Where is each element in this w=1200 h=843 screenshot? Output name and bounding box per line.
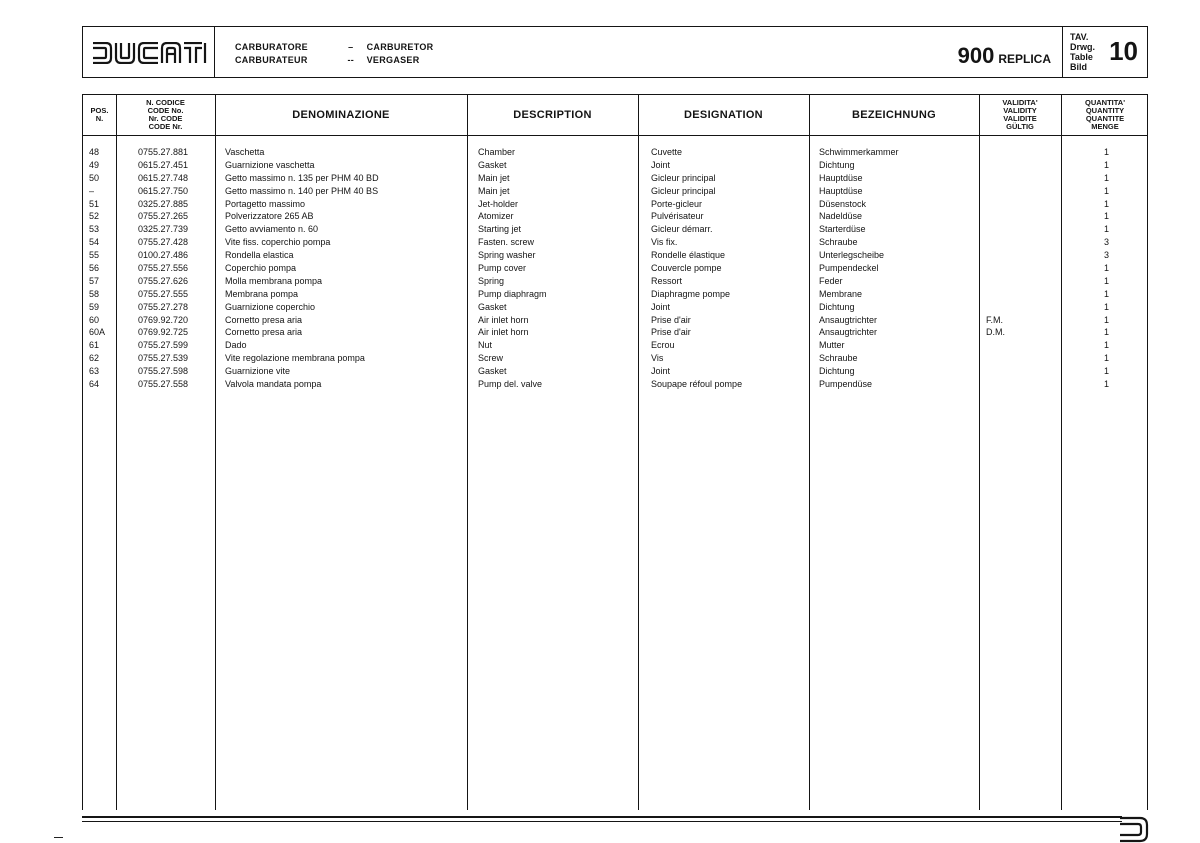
cell-pos: 62 bbox=[89, 353, 100, 364]
cell-description: Starting jet bbox=[478, 224, 522, 235]
parts-table bbox=[82, 94, 1148, 810]
cell-quantity: 1 bbox=[1104, 288, 1110, 299]
model-label bbox=[958, 43, 1051, 69]
cell-description: Fasten. screw bbox=[478, 237, 535, 248]
cell-description: Chamber bbox=[478, 147, 516, 157]
page-header bbox=[82, 26, 1148, 78]
table-row bbox=[83, 301, 1147, 314]
col-header-line: CODE Nr. bbox=[148, 122, 183, 131]
table-row bbox=[83, 314, 1147, 327]
col-header-validity bbox=[979, 95, 1061, 135]
cell-pos: 54 bbox=[89, 237, 100, 248]
col-header-code bbox=[116, 95, 215, 135]
cell-quantity: 1 bbox=[1104, 172, 1110, 183]
title-english: CARBURETOR bbox=[366, 42, 434, 52]
cell-pos: 60 bbox=[89, 314, 100, 325]
col-header-line: VALIDITA' bbox=[1002, 98, 1038, 107]
cell-description: Jet-holder bbox=[478, 198, 519, 209]
table-row bbox=[83, 365, 1147, 378]
table-row bbox=[83, 159, 1147, 172]
col-header-bezeichnung: BEZEICHNUNG bbox=[852, 109, 936, 121]
cell-code: 0755.27.598 bbox=[138, 366, 189, 377]
cell-denominazione: Dado bbox=[225, 340, 247, 351]
cell-pos: 58 bbox=[89, 288, 100, 299]
table-row bbox=[83, 210, 1147, 223]
cell-quantity: 1 bbox=[1104, 353, 1110, 364]
cell-pos: 60A bbox=[89, 327, 106, 338]
cell-bezeichnung: Unterlegscheibe bbox=[819, 250, 885, 261]
cell-code: 0615.27.748 bbox=[138, 172, 189, 183]
cell-bezeichnung: Dichtung bbox=[819, 301, 855, 312]
cell-bezeichnung: Düsenstock bbox=[819, 198, 867, 209]
col-header-line: POS. bbox=[90, 106, 109, 115]
cell-code: 0755.27.555 bbox=[138, 288, 189, 299]
cell-description: Nut bbox=[478, 340, 493, 351]
cell-pos: 48 bbox=[89, 147, 100, 157]
cell-pos: 50 bbox=[89, 172, 100, 183]
cell-designation: Prise d'air bbox=[651, 327, 691, 338]
cell-denominazione: Molla membrana pompa bbox=[225, 275, 323, 286]
table-row bbox=[83, 288, 1147, 301]
cell-bezeichnung: Feder bbox=[819, 275, 843, 286]
footer-rule bbox=[82, 816, 1122, 818]
footer-rule bbox=[82, 821, 1122, 822]
cell-designation: Ecrou bbox=[651, 340, 675, 351]
cell-designation: Joint bbox=[651, 366, 671, 377]
cell-denominazione: Guarnizione vite bbox=[225, 366, 291, 377]
cell-code: 0100.27.486 bbox=[138, 250, 189, 261]
cell-pos: 57 bbox=[89, 275, 100, 286]
table-number: 10 bbox=[1109, 36, 1138, 66]
brand-box bbox=[83, 27, 215, 77]
cell-designation: Cuvette bbox=[651, 147, 683, 157]
cell-code: 0615.27.451 bbox=[138, 159, 189, 170]
cell-denominazione: Getto avviamento n. 60 bbox=[225, 224, 319, 235]
cell-denominazione: Guarnizione coperchio bbox=[225, 301, 316, 312]
header-divider bbox=[83, 135, 1147, 136]
title-french: CARBURATEUR bbox=[235, 54, 308, 65]
drwg-label: Drwg. bbox=[1070, 42, 1096, 52]
cell-quantity: 3 bbox=[1104, 237, 1110, 248]
cell-bezeichnung: Ansaugtrichter bbox=[819, 327, 878, 338]
cell-quantity: 1 bbox=[1104, 198, 1110, 209]
cell-designation: Vis bbox=[651, 353, 664, 364]
cell-code: 0325.27.885 bbox=[138, 198, 189, 209]
cell-denominazione: Cornetto presa aria bbox=[225, 314, 303, 325]
col-header-line: QUANTITA' bbox=[1085, 98, 1125, 107]
cell-bezeichnung: Hauptdüse bbox=[819, 172, 863, 183]
col-header-description: DESCRIPTION bbox=[513, 109, 592, 121]
cell-denominazione: Vite fiss. coperchio pompa bbox=[225, 237, 331, 248]
table-row bbox=[83, 249, 1147, 262]
cell-designation: Diaphragme pompe bbox=[651, 288, 731, 299]
cell-denominazione: Guarnizione vaschetta bbox=[225, 159, 315, 170]
cell-description: Gasket bbox=[478, 159, 507, 170]
cell-quantity: 3 bbox=[1104, 250, 1110, 261]
cell-description: Spring bbox=[478, 275, 505, 286]
cell-description: Air inlet horn bbox=[478, 314, 529, 325]
cell-code: 0615.27.750 bbox=[138, 185, 189, 196]
cell-quantity: 1 bbox=[1104, 314, 1110, 325]
cell-quantity: 1 bbox=[1104, 275, 1110, 286]
cell-description: Gasket bbox=[478, 301, 507, 312]
title-italian: CARBURATORE bbox=[235, 42, 308, 52]
col-header-line: N. bbox=[95, 114, 104, 123]
cell-description: Main jet bbox=[478, 172, 510, 183]
table-row bbox=[83, 378, 1147, 391]
cell-quantity: 1 bbox=[1104, 327, 1110, 338]
cell-designation: Pulvérisateur bbox=[651, 211, 704, 222]
cell-designation: Soupape réfoul pompe bbox=[651, 379, 743, 390]
cell-code: 0755.27.556 bbox=[138, 263, 189, 274]
cell-denominazione: Portagetto massimo bbox=[225, 198, 306, 209]
cell-designation: Joint bbox=[651, 301, 671, 312]
cell-code: 0755.27.881 bbox=[138, 147, 189, 157]
cell-bezeichnung: Nadeldüse bbox=[819, 211, 863, 222]
cell-quantity: 1 bbox=[1104, 301, 1110, 312]
cell-code: 0755.27.558 bbox=[138, 379, 189, 390]
cell-designation: Ressort bbox=[651, 275, 683, 286]
cell-designation: Joint bbox=[651, 159, 671, 170]
col-header-line: MENGE bbox=[1091, 122, 1119, 131]
cell-bezeichnung: Starterdüse bbox=[819, 224, 866, 235]
tav-label: TAV. bbox=[1070, 32, 1089, 42]
col-header-line: GÜLTIG bbox=[1006, 122, 1034, 131]
cell-bezeichnung: Schraube bbox=[819, 237, 858, 248]
cell-quantity: 1 bbox=[1104, 147, 1110, 157]
cell-code: 0755.27.599 bbox=[138, 340, 189, 351]
table-row bbox=[83, 236, 1147, 249]
cell-bezeichnung: Pumpendeckel bbox=[819, 263, 879, 274]
table-row bbox=[83, 146, 1147, 159]
cell-designation: Prise d'air bbox=[651, 314, 691, 325]
cell-validity: D.M. bbox=[986, 327, 1005, 338]
cell-denominazione: Valvola mandata pompa bbox=[225, 379, 322, 390]
cell-description: Screw bbox=[478, 353, 504, 364]
cell-description: Pump cover bbox=[478, 263, 527, 274]
col-header-pos bbox=[83, 95, 116, 135]
cell-pos: 55 bbox=[89, 250, 100, 261]
col-header-line: Nr. CODE bbox=[148, 114, 183, 123]
cell-code: 0755.27.278 bbox=[138, 301, 189, 312]
col-header-line: N. CODICE bbox=[146, 98, 185, 107]
cell-denominazione: Polverizzatore 265 AB bbox=[225, 211, 314, 222]
cell-bezeichnung: Hauptdüse bbox=[819, 185, 863, 196]
col-header-denominazione: DENOMINAZIONE bbox=[292, 109, 390, 121]
cell-quantity: 1 bbox=[1104, 366, 1110, 377]
page-mark bbox=[54, 837, 63, 838]
cell-code: 0755.27.428 bbox=[138, 237, 189, 248]
cell-pos: 63 bbox=[89, 366, 100, 377]
cell-bezeichnung: Dichtung bbox=[819, 366, 855, 377]
table-row bbox=[83, 223, 1147, 236]
col-header-designation: DESIGNATION bbox=[684, 109, 763, 121]
cell-quantity: 1 bbox=[1104, 211, 1110, 222]
cell-code: 0769.92.725 bbox=[138, 327, 189, 338]
cell-denominazione: Vaschetta bbox=[225, 147, 265, 157]
cell-description: Pump del. valve bbox=[478, 379, 543, 390]
table-number-labels bbox=[1070, 32, 1095, 72]
cell-pos: 49 bbox=[89, 159, 100, 170]
brand-mark-icon bbox=[1118, 814, 1150, 843]
cell-bezeichnung: Schwimmerkammer bbox=[819, 147, 899, 157]
cell-bezeichnung: Ansaugtrichter bbox=[819, 314, 878, 325]
table-row bbox=[83, 172, 1147, 185]
cell-bezeichnung: Pumpendüse bbox=[819, 379, 873, 390]
cell-validity: F.M. bbox=[986, 314, 1003, 325]
cell-code: 0755.27.626 bbox=[138, 275, 189, 286]
cell-description: Main jet bbox=[478, 185, 510, 196]
cell-code: 0755.27.265 bbox=[138, 211, 189, 222]
cell-description: Atomizer bbox=[478, 211, 514, 222]
cell-quantity: 1 bbox=[1104, 185, 1110, 196]
cell-quantity: 1 bbox=[1104, 224, 1110, 235]
cell-bezeichnung: Membrane bbox=[819, 288, 863, 299]
col-header-line: QUANTITE bbox=[1085, 114, 1125, 123]
table-row bbox=[83, 185, 1147, 198]
cell-denominazione: Getto massimo n. 140 per PHM 40 BS bbox=[225, 185, 379, 196]
cell-denominazione: Membrana pompa bbox=[225, 288, 299, 299]
cell-quantity: 1 bbox=[1104, 159, 1110, 170]
cell-bezeichnung: Dichtung bbox=[819, 159, 855, 170]
cell-bezeichnung: Mutter bbox=[819, 340, 845, 351]
col-header-line: QUANTITY bbox=[1085, 106, 1125, 115]
cell-pos: 52 bbox=[89, 211, 100, 222]
cell-pos: 64 bbox=[89, 379, 100, 390]
model-name: REPLICA bbox=[998, 52, 1051, 66]
cell-code: 0325.27.739 bbox=[138, 224, 189, 235]
cell-designation: Vis fix. bbox=[651, 237, 678, 248]
cell-pos: 56 bbox=[89, 263, 100, 274]
cell-pos: 61 bbox=[89, 340, 100, 351]
col-header-line: CODE No. bbox=[147, 106, 184, 115]
cell-code: 0755.27.539 bbox=[138, 353, 189, 364]
cell-description: Spring washer bbox=[478, 250, 536, 261]
section-title bbox=[235, 41, 433, 67]
cell-code: 0769.92.720 bbox=[138, 314, 189, 325]
cell-denominazione: Getto massimo n. 135 per PHM 40 BD bbox=[225, 172, 379, 183]
cell-description: Air inlet horn bbox=[478, 327, 529, 338]
cell-denominazione: Cornetto presa aria bbox=[225, 327, 303, 338]
table-label: Table bbox=[1070, 52, 1093, 62]
cell-designation: Gicleur démarr. bbox=[651, 224, 713, 235]
title-separator: – bbox=[348, 42, 354, 52]
cell-quantity: 1 bbox=[1104, 263, 1110, 274]
table-body bbox=[83, 146, 1147, 391]
bild-label: Bild bbox=[1070, 62, 1087, 72]
table-row bbox=[83, 275, 1147, 288]
col-header-line: VALIDITE bbox=[1003, 114, 1037, 123]
table-row bbox=[83, 326, 1147, 339]
cell-pos: 53 bbox=[89, 224, 100, 235]
cell-designation: Gicleur principal bbox=[651, 185, 716, 196]
col-header-line: VALIDITY bbox=[1003, 106, 1037, 115]
title-german: VERGASER bbox=[366, 54, 420, 65]
ducati-logo bbox=[92, 42, 208, 64]
table-row bbox=[83, 339, 1147, 352]
table-number-box bbox=[1062, 27, 1147, 77]
cell-denominazione: Rondella elastica bbox=[225, 250, 294, 261]
table-row bbox=[83, 262, 1147, 275]
cell-description: Gasket bbox=[478, 366, 507, 377]
cell-description: Pump diaphragm bbox=[478, 288, 547, 299]
cell-designation: Rondelle élastique bbox=[651, 250, 726, 261]
cell-quantity: 1 bbox=[1104, 379, 1110, 390]
model-number: 900 bbox=[957, 43, 995, 68]
cell-designation: Gicleur principal bbox=[651, 172, 716, 183]
cell-quantity: 1 bbox=[1104, 340, 1110, 351]
cell-denominazione: Vite regolazione membrana pompa bbox=[225, 353, 365, 364]
cell-designation: Couvercle pompe bbox=[651, 263, 722, 274]
cell-designation: Porte-gicleur bbox=[651, 198, 703, 209]
cell-bezeichnung: Schraube bbox=[819, 353, 858, 364]
title-separator: -- bbox=[347, 54, 355, 65]
cell-pos: 51 bbox=[89, 198, 100, 209]
cell-pos: – bbox=[89, 185, 95, 196]
cell-denominazione: Coperchio pompa bbox=[225, 263, 297, 274]
col-header-quantity bbox=[1061, 95, 1149, 135]
cell-pos: 59 bbox=[89, 301, 100, 312]
table-row bbox=[83, 352, 1147, 365]
table-row bbox=[83, 198, 1147, 211]
